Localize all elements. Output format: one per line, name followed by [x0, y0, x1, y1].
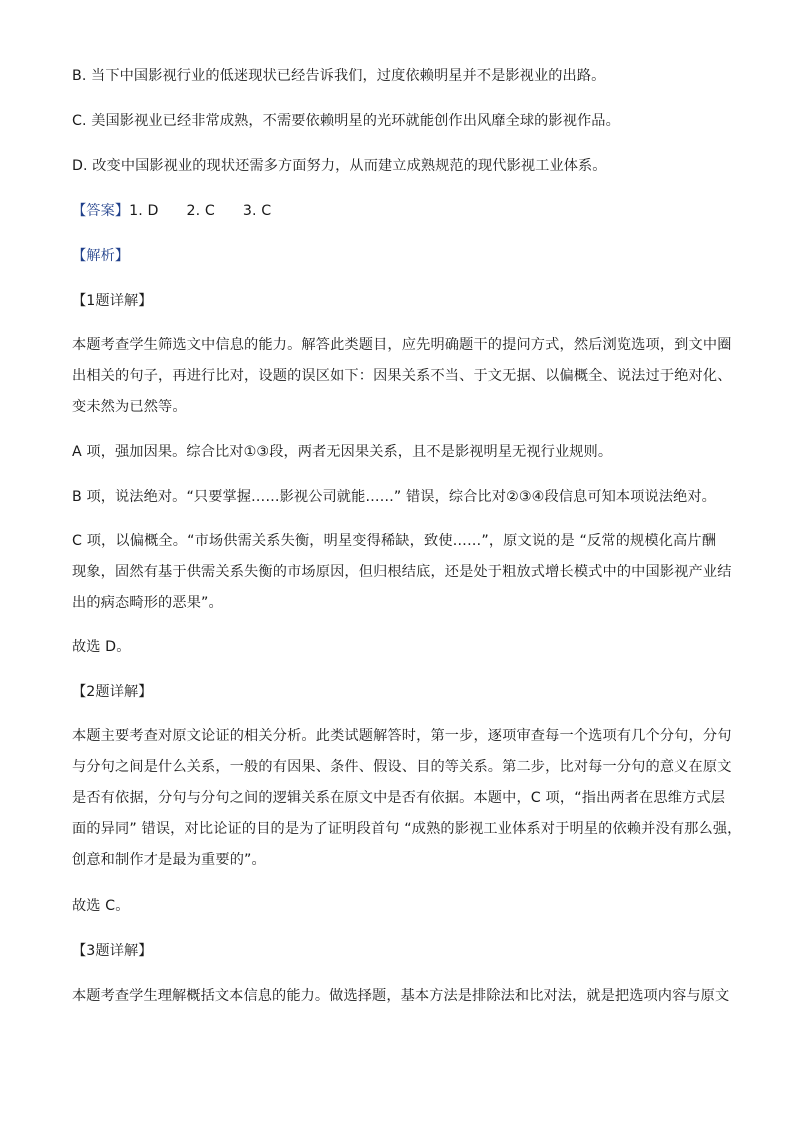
- q1-c-line: 出的病态畸形的恶果”。: [72, 595, 223, 611]
- answer-label: 【答案】: [72, 203, 130, 219]
- option-d: D. 改变中国影视业的现状还需多方面努力，从而建立成熟规范的现代影视工业体系。: [72, 158, 607, 174]
- q1-heading: 【1题详解】: [72, 293, 153, 309]
- q3-body-line: 本题考查学生理解概括文本信息的能力。做选择题，基本方法是排除法和比对法，就是把选项内容与原文: [72, 988, 730, 1004]
- q2-choose: 故选 C。: [72, 898, 130, 914]
- answer-2: 2. C: [186, 203, 215, 219]
- q2-body-line: 本题主要考查对原文论证的相关分析。此类试题解答时，第一步，逐项审查每一个选项有几个分句，分句: [72, 728, 732, 744]
- analysis-label: 【解析】: [72, 248, 130, 264]
- q2-body-line: 创意和制作才是最为重要的”。: [72, 852, 266, 868]
- q2-body-line: 与分句之间是什么关系，一般的有因果、条件、假设、目的等关系。第二步，比对每一分句的意义在原文: [72, 759, 732, 775]
- q1-intro-line: 出相关的句子，再进行比对，设题的误区如下：因果关系不当、于文无据、以偏概全、说法过于绝对化、: [72, 368, 732, 384]
- q1-choose: 故选 D。: [72, 639, 131, 655]
- q1-intro-line: 变未然为已然等。: [72, 399, 187, 415]
- q1-c-line: C 项，以偏概全。“市场供需关系失衡，明星变得稀缺，致使……”，原文说的是 “反常的规模化高片酬: [72, 533, 717, 549]
- answer-3: 3. C: [242, 203, 272, 219]
- answer-1: 1. D: [129, 203, 159, 219]
- q2-body-line: 是否有依据，分句与分句之间的逻辑关系在原文中是否有依据。本题中，C 项，“指出两者在思维方式层: [72, 790, 726, 806]
- q1-option-a: A 项，强加因果。综合比对①③段，两者无因果关系，且不是影视明星无视行业规则。: [72, 444, 613, 460]
- option-c: C. 美国影视业已经非常成熟，不需要依赖明星的光环就能创作出风靡全球的影视作品。: [72, 113, 620, 129]
- q3-heading: 【3题详解】: [72, 943, 153, 959]
- q2-body-line: 面的异同” 错误，对比论证的目的是为了证明段首句 “成熟的影视工业体系对于明星的依赖并没有那么强，: [72, 821, 742, 837]
- option-b: B. 当下中国影视行业的低迷现状已经告诉我们，过度依赖明星并不是影视业的出路。: [72, 68, 606, 84]
- q1-intro-line: 本题考查学生筛选文中信息的能力。解答此类题目，应先明确题干的提问方式，然后浏览选项，到文中圈: [72, 337, 732, 353]
- q1-option-c: [72, 531, 732, 624]
- q1-intro: [72, 335, 732, 428]
- q1-option-b: B 项，说法绝对。“只要掌握……影视公司就能……” 错误，综合比对②③④段信息可知本项说法绝对。: [72, 489, 716, 505]
- q2-heading: 【2题详解】: [72, 684, 153, 700]
- answer-line: [72, 201, 722, 221]
- q1-c-line: 现象，固然有基于供需关系失衡的市场原因，但归根结底，还是处于粗放式增长模式中的中国影视产业结: [72, 564, 732, 580]
- q2-body: [72, 726, 742, 881]
